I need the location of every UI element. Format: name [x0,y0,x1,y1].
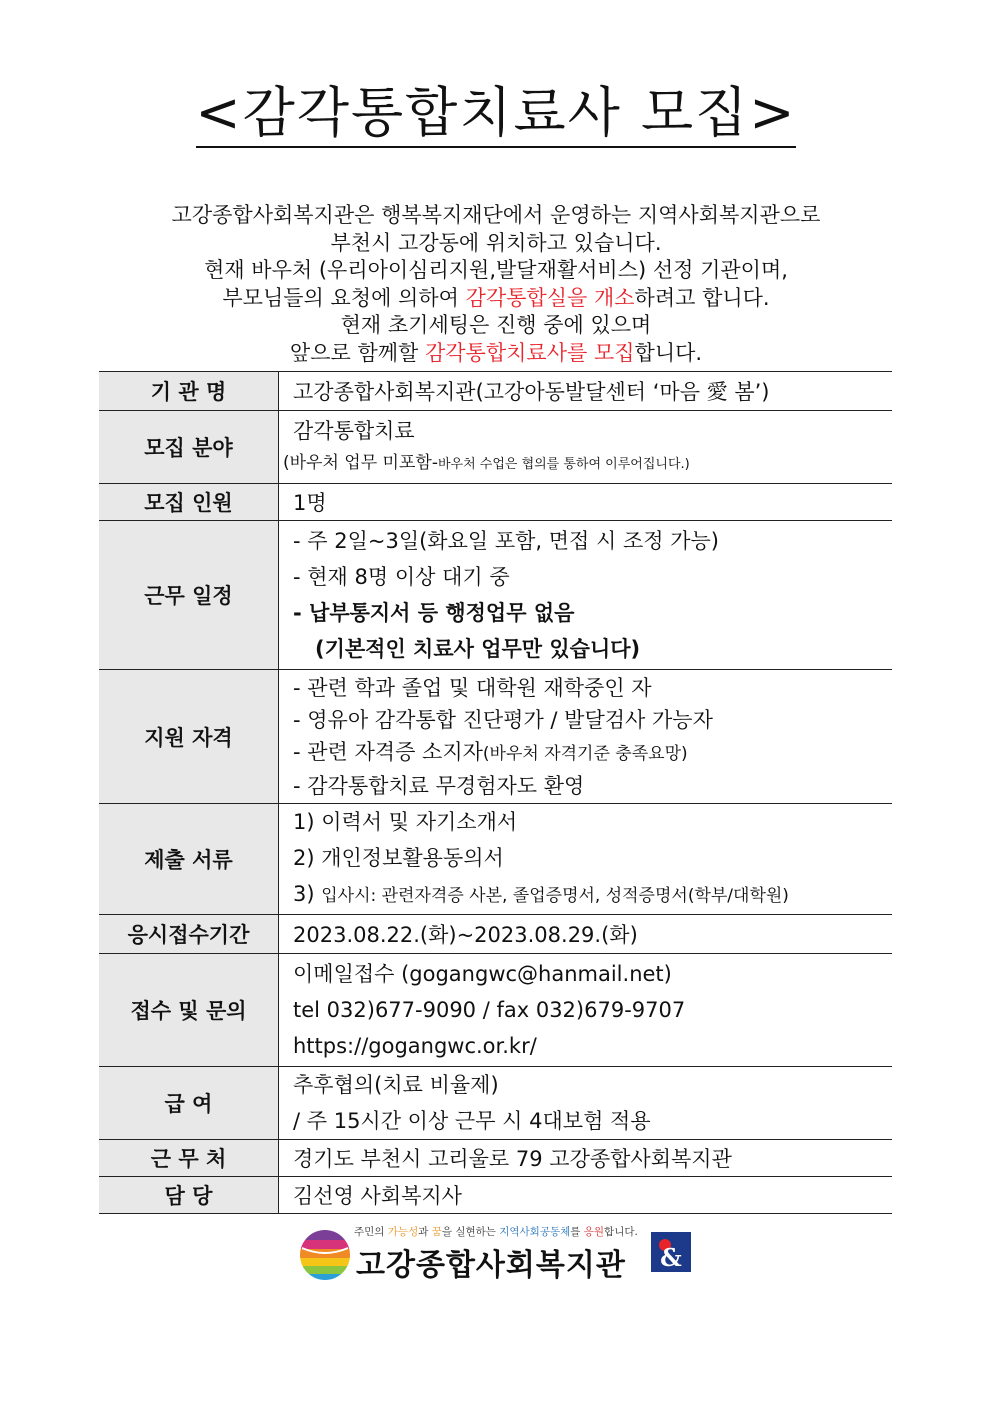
documents-label: 제출 서류 [99,804,279,915]
slogan-part-7: 를 [570,1226,584,1238]
intro-line-4-highlight: 감각통합실을 개소 [465,285,635,310]
table-row-headcount [99,484,892,521]
qualification-item-3-main: - 관련 자격증 소지자 [293,739,483,764]
table-row-contact [99,954,892,1067]
manager-value: 김선영 사회복지사 [279,1177,893,1214]
intro-line-5: 현재 초기세팅은 진행 중에 있으며 [340,313,652,337]
recruitment-info-table [99,371,892,1214]
intro-line-4-a: 부모님들의 요청에 의하여 [222,285,466,310]
slogan-part-1: 주민의 [354,1226,388,1238]
field-note-a: (바우처 업무 미포함- [283,453,438,473]
contact-email: 이메일접수 (gogangwc@hanmail.net) [293,962,672,986]
table-row-place [99,1140,892,1177]
slogan-part-9: 합니다. [604,1226,638,1238]
pay-line-2: / 주 15시간 이상 근무 시 4대보험 적용 [293,1109,651,1133]
footer-logo [298,1222,698,1282]
intro-line-6 [60,340,932,368]
field-label: 모집 분야 [99,411,279,484]
headcount-label: 모집 인원 [99,484,279,521]
slogan-part-6: 지역사회공동체 [499,1226,571,1238]
qualification-value [279,670,893,804]
table-row-schedule [99,521,892,670]
title-underline [196,146,796,148]
intro-line-6-b: 합니다. [634,340,703,365]
field-value [279,411,893,484]
colorful-globe-logo-icon [298,1228,352,1282]
intro-line-2: 부천시 고강동에 위치하고 있습니다. [330,230,662,255]
footer-org-name: 고강종합사회복지관 [356,1248,626,1283]
field-value-main: 감각통합치료 [293,419,415,443]
schedule-label: 근무 일정 [99,521,279,670]
qualification-item-3-note: (바우처 자격기준 충족요망) [482,743,688,764]
qualification-item-4: - 감각통합치료 무경험자도 환영 [293,773,585,798]
intro-paragraph [60,202,932,367]
qualification-item-3 [293,736,892,770]
manager-label: 담 당 [99,1177,279,1214]
place-value: 경기도 부천시 고리울로 79 고강종합사회복지관 [279,1140,893,1177]
org-value: 고강종합사회복지관(고강아동발달센터 ‘마음 愛 봄’) [279,372,893,411]
footer-slogan [354,1224,638,1239]
headcount-value: 1명 [279,484,893,521]
table-row-org [99,372,892,411]
schedule-item-1: - 주 2일~3일(화요일 포함, 면접 시 조정 가능) [293,529,719,553]
documents-item-3 [293,876,892,914]
table-row-period [99,915,892,954]
schedule-item-3: - 납부통지서 등 행정업무 없음 [293,601,575,625]
documents-value [279,804,893,915]
intro-line-6-a: 앞으로 함께할 [289,340,425,365]
ampersand-badge-logo-icon [651,1232,691,1272]
period-value: 2023.08.22.(화)~2023.08.29.(화) [279,915,893,954]
slogan-part-5: 을 실현하는 [441,1226,500,1238]
qualification-label: 지원 자격 [99,670,279,804]
intro-line-1: 고강종합사회복지관은 행복복지재단에서 운영하는 지역사회복지관으로 [171,203,821,227]
table-row-documents [99,804,892,915]
slogan-part-3: 과 [418,1226,432,1238]
documents-item-1: 1) 이력서 및 자기소개서 [293,810,518,834]
qualification-item-2: - 영유아 감각통합 진단평가 / 발달검사 가능자 [293,707,713,732]
field-note-b: 바우처 수업은 협의를 통하여 이루어집니다.) [437,457,690,472]
svg-text:&: & [660,1243,682,1272]
table-row-qualification [99,670,892,804]
contact-website: https://gogangwc.or.kr/ [293,1034,537,1058]
intro-line-3: 현재 바우처 (우리아이심리지원,발달재활서비스) 선정 기관이며, [204,258,788,282]
documents-item-3-text: 입사시: 관련자격증 사본, 졸업증명서, 성적증명서(학부/대학원) [321,886,789,906]
documents-item-3-num: 3) [293,882,322,906]
slogan-part-2: 가능성 [387,1226,419,1238]
schedule-value [279,521,893,670]
pay-label: 급 여 [99,1067,279,1140]
qualification-item-1: - 관련 학과 졸업 및 대학원 재학중인 자 [293,675,652,700]
slogan-part-8: 응원 [583,1226,605,1238]
intro-line-4-b: 하려고 합니다. [634,285,770,310]
table-row-field [99,411,892,484]
pay-value [279,1067,893,1140]
slogan-part-4: 꿈 [431,1226,442,1238]
page-title: <감각통합치료사 모집> [195,81,797,144]
schedule-item-4: (기본적인 치료사 업무만 있습니다) [315,637,641,661]
documents-item-2: 2) 개인정보활용동의서 [293,846,504,870]
org-label: 기 관 명 [99,372,279,411]
schedule-item-2: - 현재 8명 이상 대기 중 [293,565,510,589]
table-row-manager [99,1177,892,1214]
period-label: 응시접수기간 [99,915,279,954]
table-row-pay [99,1067,892,1140]
place-label: 근 무 처 [99,1140,279,1177]
intro-line-4 [60,285,932,313]
field-value-note [283,448,892,480]
pay-line-1: 추후협의(치료 비율제) [293,1073,499,1097]
contact-phone-fax: tel 032)677-9090 / fax 032)679-9707 [293,998,686,1022]
contact-value [279,954,893,1067]
intro-line-6-highlight: 감각통합치료사를 모집 [424,340,635,365]
contact-label: 접수 및 문의 [99,954,279,1067]
